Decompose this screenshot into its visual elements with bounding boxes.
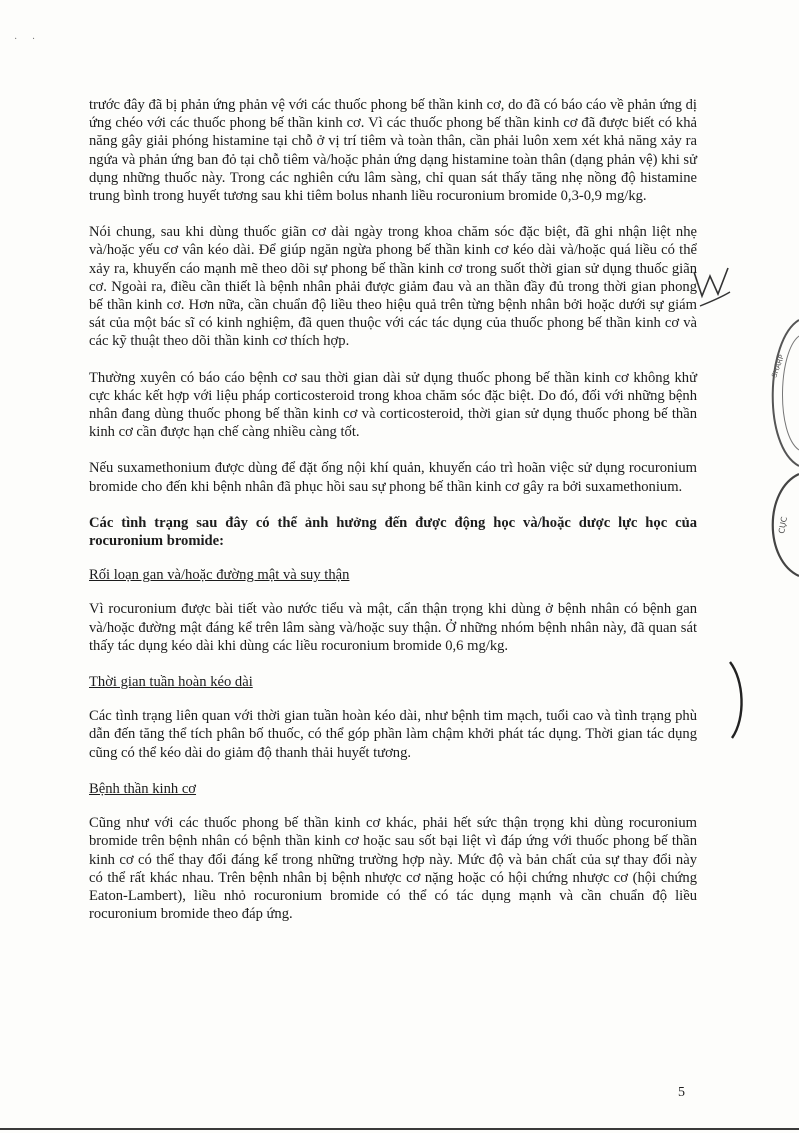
paragraph-myopathy: Thường xuyên có báo cáo bệnh cơ sau thời gian dài sử dụng thuốc phong bế thần kinh cơ không khử cực khác kết hợp với liệu pháp corticosteroid trong khoa chăm sóc đặc biệt. Do đó, đối với những bệnh nhân đang dùng thuốc phong bế thần kinh cơ và corticosteroid, thời gian sử dụng thuốc phong bế thần kinh cơ cần được hạn chế càng nhiều càng tốt. xyxy=(89,369,697,441)
page-number: 5 xyxy=(678,1085,685,1100)
handwritten-initials xyxy=(690,262,736,322)
subheading-neuromuscular: Bệnh thần kinh cơ xyxy=(89,780,197,797)
subheading-hepatic-renal: Rối loạn gan và/hoặc đường mật và suy thận xyxy=(89,567,350,584)
paragraph-circulation: Các tình trạng liên quan với thời gian tuần hoàn kéo dài, như bệnh tim mạch, tuổi cao và tình trạng phù dẫn đến tăng thể tích phân bố thuốc, có thể góp phần làm chậm khởi phát tác dụng. Thời gian tác dụng cũng có thể kéo dài do giảm độ thanh thải huyết tương. xyxy=(89,708,697,761)
section-heading: Các tình trạng sau đây có thể ảnh hưởng đến được động học và/hoặc dược lực học của rocuronium bromide: xyxy=(89,514,697,550)
paragraph-hepatic-renal: Vì rocuronium được bài tiết vào nước tiểu và mật, cẩn thận trọng khi dùng ở bệnh nhân có bệnh gan và/hoặc đường mật đáng kể trên lâm sàng và/hoặc suy thận. Ở những nhóm bệnh nhân này, đã quan sát thấy tác dụng kéo dài khi dùng các liều rocuronium bromide 0,6 mg/kg. xyxy=(89,601,697,654)
bottom-rule xyxy=(0,1128,799,1130)
seal-fragment-middle xyxy=(760,470,799,580)
margin-bracket-mark xyxy=(724,660,750,740)
paragraph-icu-monitoring: Nói chung, sau khi dùng thuốc giãn cơ dài ngày trong khoa chăm sóc đặc biệt, đã ghi nhận liệt nhẹ và/hoặc yếu cơ vân kéo dài. Để giúp ngăn ngừa phong bế thần kinh cơ kéo dài và/hoặc quá liều có thể xảy ra, khuyến cáo mạnh mẽ theo dõi sự phong bế thần kinh cơ trong suốt thời gian sử dụng thuốc giãn cơ. Ngoài ra, điều cần thiết là bệnh nhân phải được giảm đau và an thần đầy đủ trong thời gian phong bế thần kinh cơ. Hơn nữa, cần chuẩn độ liều theo hiệu quả trên từng bệnh nhân bởi hoặc dưới sự giám sát của một bác sĩ có kinh nghiệm, đã quen thuộc với các tác dụng của thuốc phong bế thần kinh cơ và các kỹ thuật theo dõi thần kinh cơ thích hợp. xyxy=(89,224,697,350)
scan-speck: · · xyxy=(14,34,42,45)
paragraph-suxamethonium: Nếu suxamethonium được dùng để đặt ống nội khí quản, khuyến cáo trì hoãn việc sử dụng rocuronium bromide cho đến khi bệnh nhân đã phục hồi sau sự phong bế thần kinh cơ gây ra bởi suxamethonium. xyxy=(89,460,697,495)
subheading-circulation: Thời gian tuần hoàn kéo dài xyxy=(89,674,253,691)
paragraph-neuromuscular: Cũng như với các thuốc phong bế thần kinh cơ khác, phải hết sức thận trọng khi dùng rocuronium bromide trên bệnh nhân có bệnh thần kinh cơ hoặc sau sốt bại liệt vì đáp ứng với thuốc phong bế thần kinh cơ có thể thay đổi đáng kể trong những trường hợp này. Mức độ và bản chất của sự thay đổi này có thể rất khác nhau. Trên bệnh nhân bị bệnh nhược cơ nặng hoặc có hội chứng nhược cơ (hội chứng Eaton-Lambert), liều nhỏ rocuronium bromide có thể có tác dụng mạnh và cần chuẩn độ liều rocuronium bromide theo đáp ứng. xyxy=(89,815,697,923)
seal-text-sharp: SHARP xyxy=(770,353,786,379)
seal-text-cuc: CỤC xyxy=(777,516,789,535)
seal-fragment-top xyxy=(758,318,799,468)
paragraph-anaphylaxis: trước đây đã bị phản ứng phản vệ với các thuốc phong bế thần kinh cơ, do đã có báo cáo về phản ứng dị ứng chéo với các thuốc phong bế thần kinh cơ. Vì các thuốc phong bế thần kinh cơ đã được biết có khả năng gây giải phóng histamine tại chỗ ở vị trí tiêm và toàn thân, cần phải luôn xem xét khả năng xảy ra ngứa và phản ứng ban đỏ tại chỗ tiêm và/hoặc phản ứng dạng histamine toàn thân (dạng phản vệ) khi sử dụng những thuốc này. Trong các nghiên cứu lâm sàng, chỉ quan sát thấy tăng nhẹ nồng độ histamine trung bình trong huyết tương sau khi tiêm bolus nhanh liều rocuronium bromide 0,3-0,9 mg/kg. xyxy=(89,97,697,205)
document-body xyxy=(89,96,697,941)
